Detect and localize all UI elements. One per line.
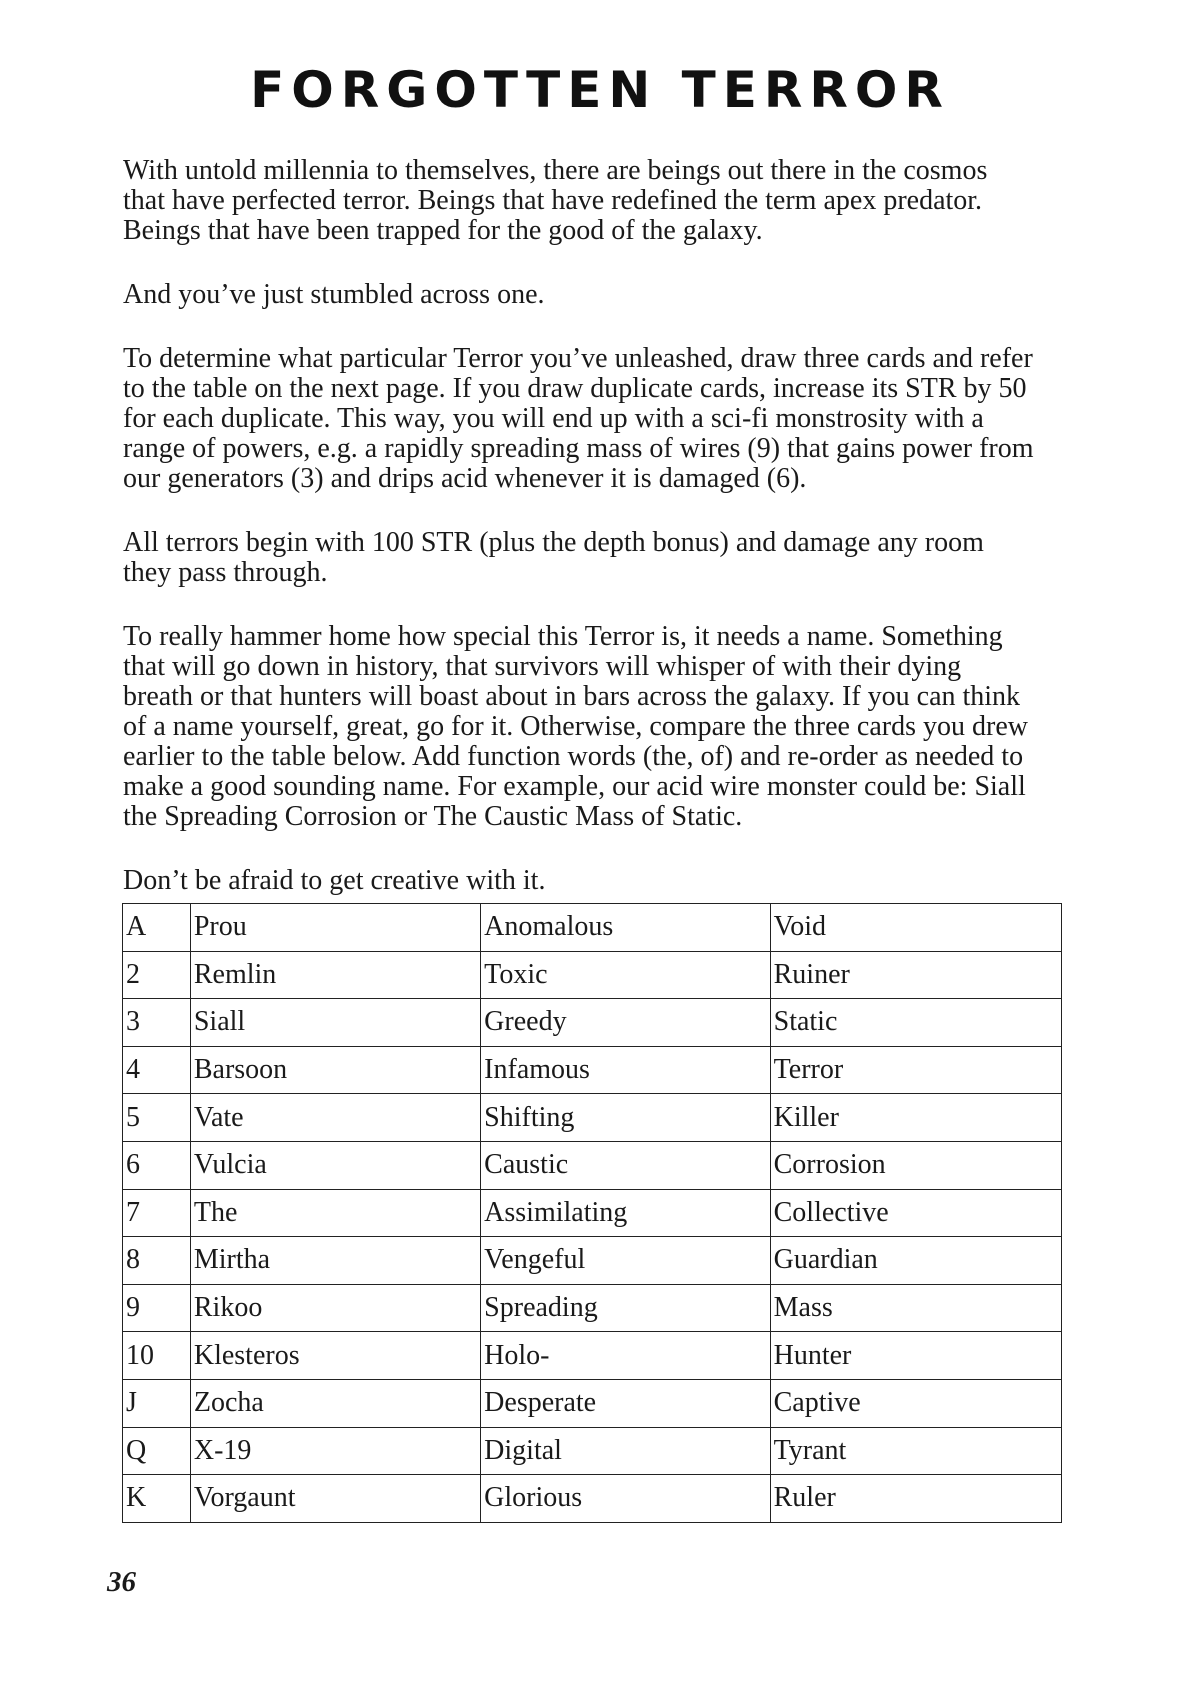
paragraph-line: that will go down in history, that survivors will whisper of with their dying — [123, 651, 962, 682]
table-row — [123, 1332, 1062, 1380]
paragraph-line: they pass through. — [123, 557, 328, 588]
name-adjective-cell: Infamous — [481, 1046, 770, 1094]
paragraph-line: to the table on the next page. If you draw duplicate cards, increase its STR by 50 — [123, 373, 1027, 404]
name-noun-cell: Guardian — [770, 1237, 1061, 1285]
paragraph — [123, 866, 1083, 896]
card-cell: 7 — [123, 1189, 191, 1237]
name-adjective-cell: Caustic — [481, 1141, 770, 1189]
name-first-cell: Klesteros — [190, 1332, 480, 1380]
table-row — [123, 1284, 1062, 1332]
name-adjective-cell: Desperate — [481, 1379, 770, 1427]
terror-name-table-body — [123, 904, 1062, 1523]
card-cell: J — [123, 1379, 191, 1427]
paragraph-line: that have perfected terror. Beings that have redefined the term apex predator. — [123, 185, 983, 216]
paragraph-line: of a name yourself, great, go for it. Otherwise, compare the three cards you drew — [123, 711, 1028, 742]
card-cell: 6 — [123, 1141, 191, 1189]
card-cell: 4 — [123, 1046, 191, 1094]
name-noun-cell: Ruler — [770, 1475, 1061, 1523]
table-row — [123, 1475, 1062, 1523]
table-row — [123, 904, 1062, 952]
table-row — [123, 1427, 1062, 1475]
name-adjective-cell: Greedy — [481, 999, 770, 1047]
name-first-cell: Prou — [190, 904, 480, 952]
body-text — [123, 156, 1083, 896]
card-cell: 9 — [123, 1284, 191, 1332]
paragraph-line: Beings that have been trapped for the good of the galaxy. — [123, 215, 763, 246]
paragraph-line: for each duplicate. This way, you will end up with a sci-fi monstrosity with a — [123, 403, 984, 434]
name-first-cell: Siall — [190, 999, 480, 1047]
name-adjective-cell: Holo- — [481, 1332, 770, 1380]
card-cell: 3 — [123, 999, 191, 1047]
table-row — [123, 1379, 1062, 1427]
name-noun-cell: Ruiner — [770, 951, 1061, 999]
paragraph — [123, 528, 1083, 588]
name-adjective-cell: Assimilating — [481, 1189, 770, 1237]
paragraph-line: And you’ve just stumbled across one. — [123, 279, 545, 310]
card-cell: Q — [123, 1427, 191, 1475]
paragraph-line: range of powers, e.g. a rapidly spreading mass of wires (9) that gains power from — [123, 433, 1034, 464]
name-noun-cell: Corrosion — [770, 1141, 1061, 1189]
name-noun-cell: Tyrant — [770, 1427, 1061, 1475]
name-noun-cell: Hunter — [770, 1332, 1061, 1380]
card-cell: 5 — [123, 1094, 191, 1142]
paragraph-line: our generators (3) and drips acid whenever it is damaged (6). — [123, 463, 807, 494]
name-first-cell: Zocha — [190, 1379, 480, 1427]
card-cell: 10 — [123, 1332, 191, 1380]
paragraph-line: make a good sounding name. For example, our acid wire monster could be: Siall — [123, 771, 1026, 802]
name-first-cell: X-19 — [190, 1427, 480, 1475]
card-cell: 2 — [123, 951, 191, 999]
paragraph-line: To really hammer home how special this Terror is, it needs a name. Something — [123, 621, 1003, 652]
card-cell: A — [123, 904, 191, 952]
name-first-cell: Barsoon — [190, 1046, 480, 1094]
page-title: FORGOTTEN TERROR — [250, 61, 950, 119]
table-row — [123, 1189, 1062, 1237]
name-first-cell: Remlin — [190, 951, 480, 999]
table-row — [123, 1237, 1062, 1285]
name-noun-cell: Collective — [770, 1189, 1061, 1237]
name-noun-cell: Terror — [770, 1046, 1061, 1094]
table-row — [123, 951, 1062, 999]
name-first-cell: Rikoo — [190, 1284, 480, 1332]
paragraph-line: earlier to the table below. Add function words (the, of) and re-order as needed to — [123, 741, 1024, 772]
table-row — [123, 999, 1062, 1047]
paragraph-line: breath or that hunters will boast about in bars across the galaxy. If you can think — [123, 681, 1021, 712]
terror-name-table — [122, 903, 1062, 1523]
paragraph-line: Don’t be afraid to get creative with it. — [123, 865, 546, 896]
paragraph — [123, 280, 1083, 310]
name-adjective-cell: Vengeful — [481, 1237, 770, 1285]
card-cell: K — [123, 1475, 191, 1523]
name-adjective-cell: Spreading — [481, 1284, 770, 1332]
name-adjective-cell: Shifting — [481, 1094, 770, 1142]
name-first-cell: Vate — [190, 1094, 480, 1142]
name-first-cell: The — [190, 1189, 480, 1237]
name-adjective-cell: Toxic — [481, 951, 770, 999]
paragraph — [123, 156, 1083, 246]
name-first-cell: Mirtha — [190, 1237, 480, 1285]
name-first-cell: Vorgaunt — [190, 1475, 480, 1523]
paragraph — [123, 344, 1083, 494]
name-noun-cell: Mass — [770, 1284, 1061, 1332]
name-adjective-cell: Glorious — [481, 1475, 770, 1523]
name-noun-cell: Static — [770, 999, 1061, 1047]
card-cell: 8 — [123, 1237, 191, 1285]
name-adjective-cell: Digital — [481, 1427, 770, 1475]
table-row — [123, 1046, 1062, 1094]
name-adjective-cell: Anomalous — [481, 904, 770, 952]
paragraph-line: With untold millennia to themselves, there are beings out there in the cosmos — [123, 155, 988, 186]
paragraph-line: To determine what particular Terror you’ve unleashed, draw three cards and refer — [123, 343, 1033, 374]
name-noun-cell: Killer — [770, 1094, 1061, 1142]
table-row — [123, 1094, 1062, 1142]
table-row — [123, 1141, 1062, 1189]
name-first-cell: Vulcia — [190, 1141, 480, 1189]
paragraph-line: the Spreading Corrosion or The Caustic Mass of Static. — [123, 801, 743, 832]
name-noun-cell: Captive — [770, 1379, 1061, 1427]
paragraph-line: All terrors begin with 100 STR (plus the depth bonus) and damage any room — [123, 527, 984, 558]
name-noun-cell: Void — [770, 904, 1061, 952]
paragraph — [123, 622, 1083, 832]
page-number: 36 — [107, 1566, 136, 1598]
